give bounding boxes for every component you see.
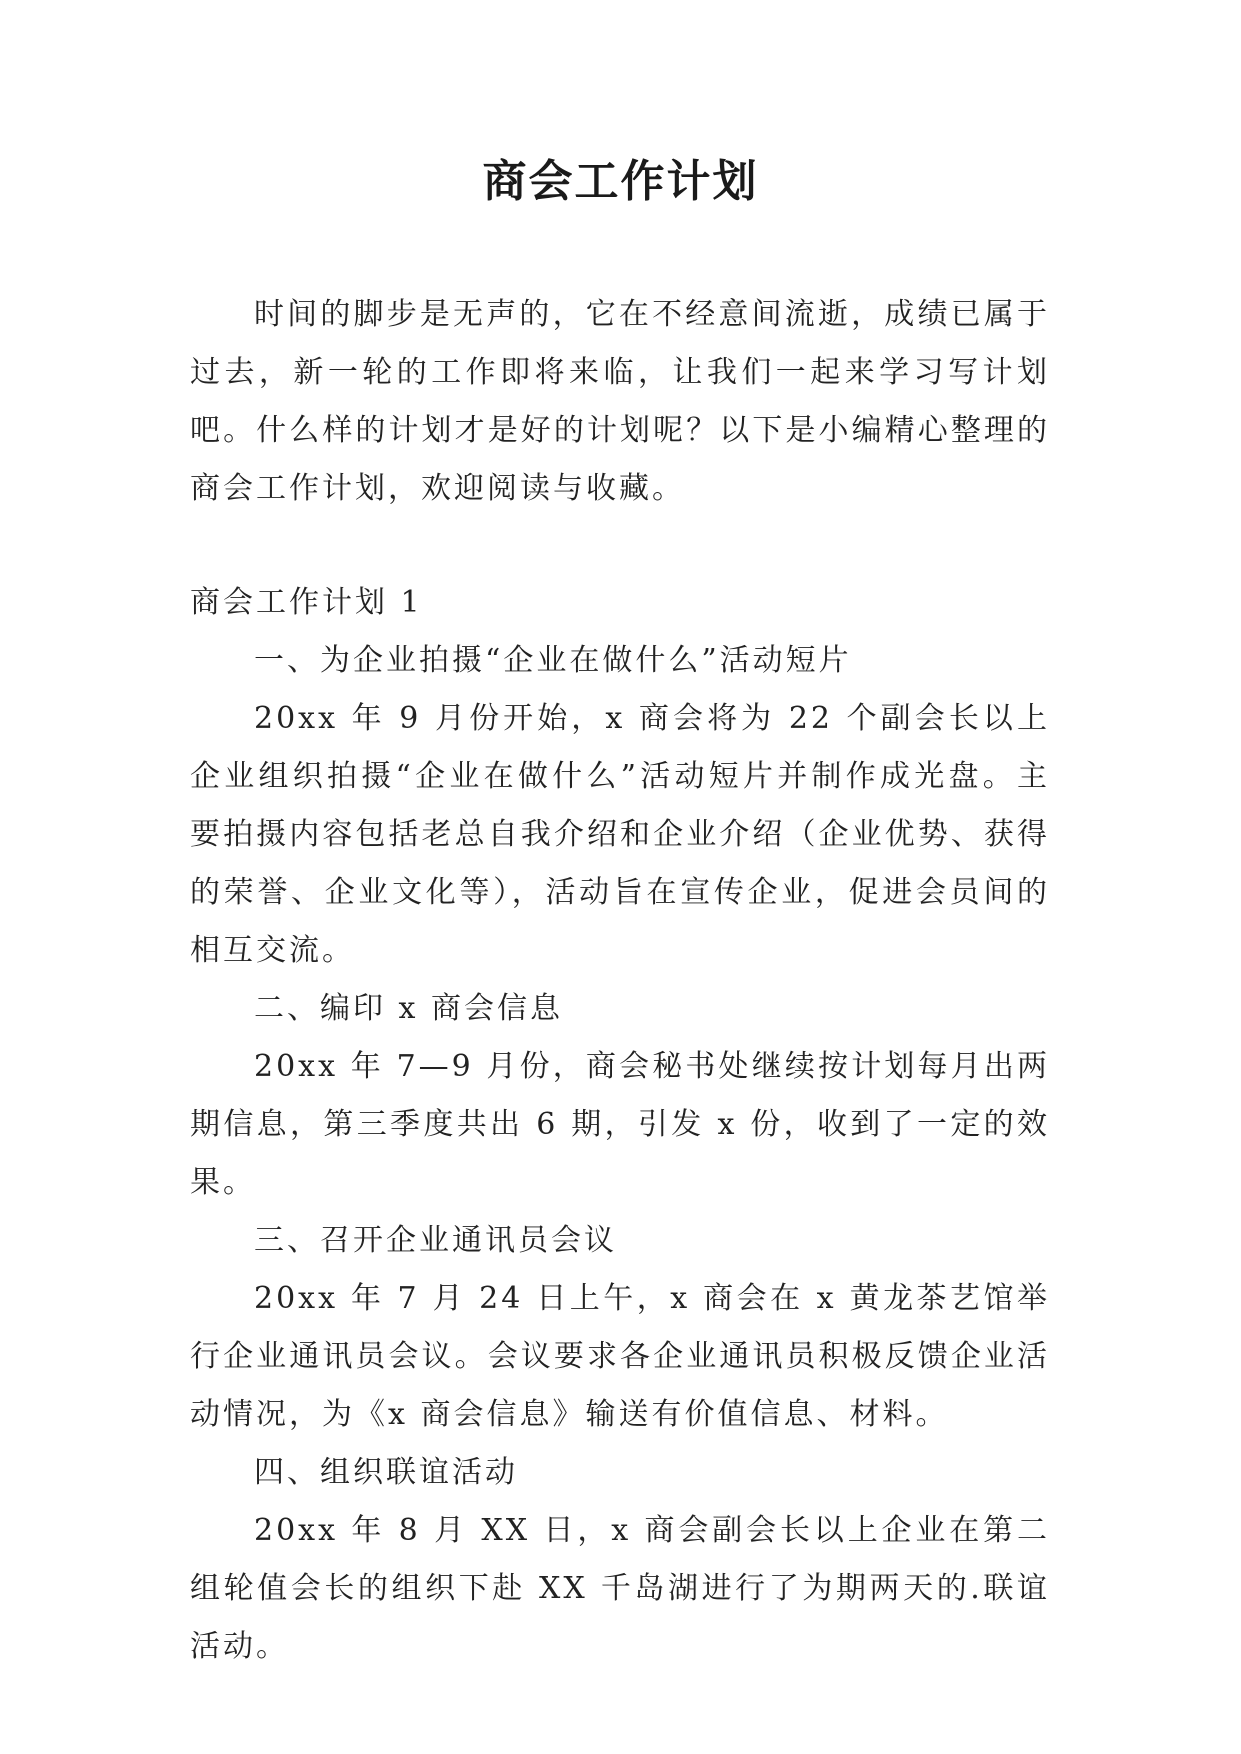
document-title: 商会工作计划: [482, 156, 759, 207]
item-paragraph: 20xx 年 7 月 24 日上午，x 商会在 x 黄龙茶艺馆举行企业通讯员会议。会议要求各企业通讯员积极反馈企业活动情况，为《x 商会信息》输送有价值信息、材料。: [190, 1281, 1050, 1432]
item-heading: 一、为企业拍摄“企业在做什么”活动短片: [254, 643, 852, 678]
item-heading: 二、编印 x 商会信息: [254, 991, 563, 1026]
item-paragraph: 20xx 年 9 月份开始，x 商会将为 22 个副会长以上企业组织拍摄“企业在做什么”活动短片并制作成光盘。主要拍摄内容包括老总自我介绍和企业介绍（企业优势、获得的荣誉、企业文化等），活动旨在宣传企业，促进会员间的相互交流。: [190, 701, 1050, 968]
section-title: 商会工作计划 1: [190, 585, 423, 620]
item-paragraph: 20xx 年 8 月 XX 日，x 商会副会长以上企业在第二组轮值会长的组织下赴 XX 千岛湖进行了为期两天的.联谊活动。: [190, 1513, 1050, 1664]
document-body: [190, 286, 1050, 1676]
item-heading: 四、组织联谊活动: [254, 1455, 518, 1490]
intro-paragraph: 时间的脚步是无声的，它在不经意间流逝，成绩已属于过去，新一轮的工作即将来临，让我们一起来学习写计划吧。什么样的计划才是好的计划呢？以下是小编精心整理的商会工作计划，欢迎阅读与收藏。: [190, 297, 1050, 506]
item-heading: 三、召开企业通讯员会议: [254, 1223, 617, 1258]
item-paragraph: 20xx 年 7—9 月份，商会秘书处继续按计划每月出两期信息，第三季度共出 6 期，引发 x 份，收到了一定的效果。: [190, 1049, 1050, 1200]
